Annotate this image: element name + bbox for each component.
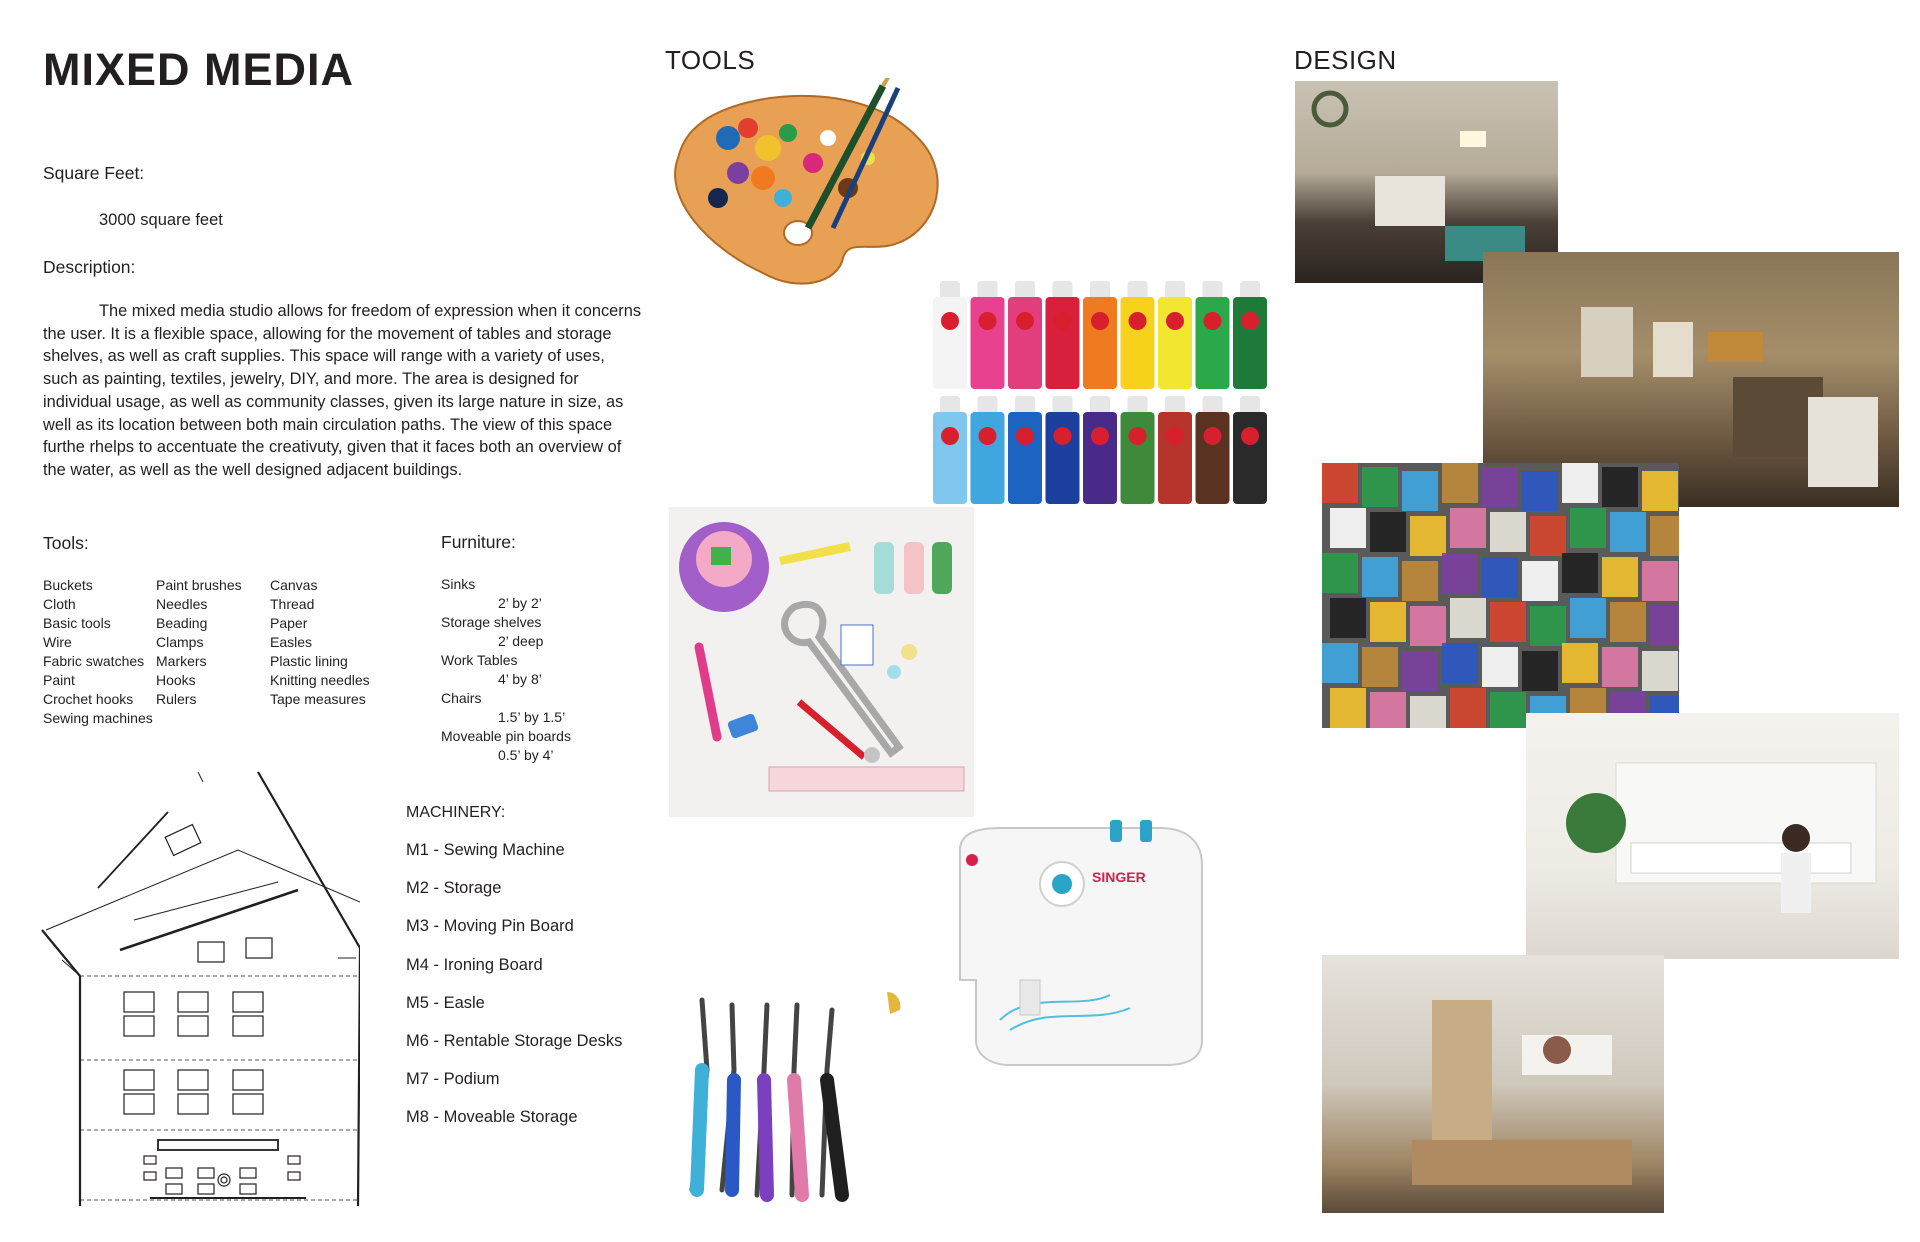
mood-board-swatch [1570,508,1606,548]
paint-bottle [1121,281,1155,389]
mood-board-swatch [1610,512,1646,552]
mood-board-swatch [1522,651,1558,691]
sewing-notions-image [669,507,974,817]
paint-bottle [1196,281,1230,389]
paint-bottle [971,281,1005,389]
tool-item: Sewing machines [43,710,153,726]
furniture-name: Chairs [441,690,482,706]
description-text: The mixed media studio allows for freedom of expression when it concerns the user. It is a flexible space, allowing for the movement of tables and storage shelves, as well as craft supplies. This space will range with a variety of uses, such as painting, textiles, jewelry, DIY, and more. The area is designed for individual usage, as well as community classes, given its large nature in size, as well as its location between both main circulation paths. The view of this space furthe rhelps to accentuate the creativuty, given that it faces both an overview of the water, as well as the well designed adjacent buildings. [43,302,642,479]
tools-column-1 [43,576,153,728]
mood-board-swatch [1650,606,1679,646]
tool-item: Canvas [270,577,318,593]
paint-bottles-drawing [928,279,1273,509]
machinery-item: M3 - Moving Pin Board [406,917,574,936]
tool-item: Crochet hooks [43,691,134,707]
furniture-label: Furniture: [441,532,516,552]
furniture-list [441,575,571,765]
furniture-size: 2’ by 2’ [498,595,542,611]
tools-column-3 [270,576,370,709]
machinery-list [406,841,622,1147]
mood-board-swatch [1490,692,1526,728]
mood-board-swatch [1450,508,1486,548]
machinery-item: M7 - Podium [406,1070,500,1089]
mood-board-swatch [1402,651,1438,691]
mood-board-swatch [1562,463,1598,503]
acrylic-paint-bottles-image [928,279,1273,509]
paint-bottle [1046,281,1080,389]
tool-item: Markers [156,653,207,669]
furniture-name: Sinks [441,576,476,592]
mood-board-swatch [1410,516,1446,556]
square-feet-value: 3000 square feet [99,211,223,229]
mood-board-swatch [1642,561,1678,601]
mood-board-swatch [1482,467,1518,507]
tools-label: Tools: [43,533,89,553]
machinery-item: M6 - Rentable Storage Desks [406,1031,623,1050]
tools-column-2 [156,576,242,709]
mood-board-swatch [1522,561,1558,601]
tool-item: Fabric swatches [43,653,145,669]
tool-item: Paint [43,672,75,688]
mood-board-swatch [1442,463,1478,503]
tool-item: Paint brushes [156,577,242,593]
mood-board-swatch [1442,553,1478,593]
tool-item: Clamps [156,634,204,650]
design-section-title: DESIGN [1294,45,1397,75]
mood-board-swatch [1602,467,1638,507]
paint-bottle [1158,281,1192,389]
mood-board-swatch [1370,692,1406,728]
mood-board-swatch [1602,557,1638,597]
description-label: Description: [43,257,136,277]
tools-section-title: TOOLS [665,45,756,75]
tool-item: Rulers [156,691,197,707]
tool-item: Needles [156,596,208,612]
mood-board-swatch [1490,602,1526,642]
paint-bottle [1233,396,1267,504]
mood-board-swatch [1362,557,1398,597]
jewelry-pliers-image [672,990,922,1205]
mood-board-swatch [1330,508,1366,548]
mood-board-swatch [1410,606,1446,646]
tool-item: Basic tools [43,615,111,631]
paint-bottle [971,396,1005,504]
design-photo-jewelry-workshop [1322,955,1664,1213]
page-title: MIXED MEDIA [43,44,355,95]
furniture-size: 0.5’ by 4’ [498,747,554,763]
tool-item: Wire [43,634,72,650]
machinery-item: M2 - Storage [406,879,502,898]
mood-board-swatch [1482,557,1518,597]
tool-item: Knitting needles [270,672,370,688]
mood-board-swatch [1650,516,1679,556]
tool-item: Easles [270,634,313,650]
machine-brand-text: SINGER [1092,869,1146,885]
paint-bottle [1008,396,1042,504]
mood-board-swatch [1482,647,1518,687]
mood-board-swatch [1330,688,1366,728]
design-photo-craft-studio [1526,713,1899,959]
mood-board-swatch [1322,553,1358,593]
mood-board-swatch [1562,643,1598,683]
mood-board-swatch [1362,467,1398,507]
mood-board-swatch [1530,606,1566,646]
mood-board-swatch [1402,561,1438,601]
mood-board-swatch [1362,647,1398,687]
mood-board-swatch [1370,512,1406,552]
design-photo-mood-board [1322,463,1679,728]
mood-board-swatch [1370,602,1406,642]
furniture-size: 2’ deep [498,633,544,649]
mood-board-swatch [1450,688,1486,728]
mood-board-swatch [1330,598,1366,638]
mood-board-drawing [1322,463,1679,728]
machinery-item: M8 - Moveable Storage [406,1108,578,1127]
floor-plan-drawing [38,770,360,1206]
mood-board-swatch [1642,651,1678,691]
furniture-name: Work Tables [441,652,518,668]
furniture-size: 1.5’ by 1.5’ [498,709,566,725]
machinery-item: M1 - Sewing Machine [406,841,565,859]
mood-board-swatch [1450,598,1486,638]
mood-board-swatch [1602,647,1638,687]
tool-item: Buckets [43,577,93,593]
tool-item: Hooks [156,672,196,688]
mood-board-swatch [1522,471,1558,511]
paint-palette-image [668,78,953,293]
mood-board-swatch [1490,512,1526,552]
mood-board-swatch [1530,516,1566,556]
mood-board-swatch [1402,471,1438,511]
mood-board-swatch [1442,643,1478,683]
paint-bottle [1083,396,1117,504]
paint-bottle [933,281,967,389]
square-feet-label: Square Feet: [43,163,145,183]
paint-bottle [1233,281,1267,389]
paint-bottle [1083,281,1117,389]
furniture-name: Storage shelves [441,614,542,630]
paint-bottle [1008,281,1042,389]
paint-bottle [1158,396,1192,504]
mood-board-swatch [1562,553,1598,593]
furniture-name: Moveable pin boards [441,728,571,744]
tool-item: Plastic lining [270,653,348,669]
mood-board-swatch [1642,471,1678,511]
machinery-label: MACHINERY: [406,804,506,821]
paint-bottle [1046,396,1080,504]
tool-item: Thread [270,596,315,612]
mood-board-swatch [1610,602,1646,642]
mood-board-swatch [1322,463,1358,503]
paint-bottle [1121,396,1155,504]
paint-bottle [1196,396,1230,504]
machinery-item: M4 - Ironing Board [406,955,543,974]
sewing-machine-image [940,820,1220,1070]
furniture-size: 4’ by 8’ [498,671,542,687]
mood-board-swatch [1322,643,1358,683]
tool-item: Tape measures [270,691,366,707]
tool-item: Cloth [43,596,76,612]
mood-board-swatch [1570,598,1606,638]
tool-item: Paper [270,615,308,631]
paint-bottle [933,396,967,504]
mood-board-swatch [1410,696,1446,728]
tool-item: Beading [156,615,208,631]
machinery-item: M5 - Easle [406,993,485,1012]
